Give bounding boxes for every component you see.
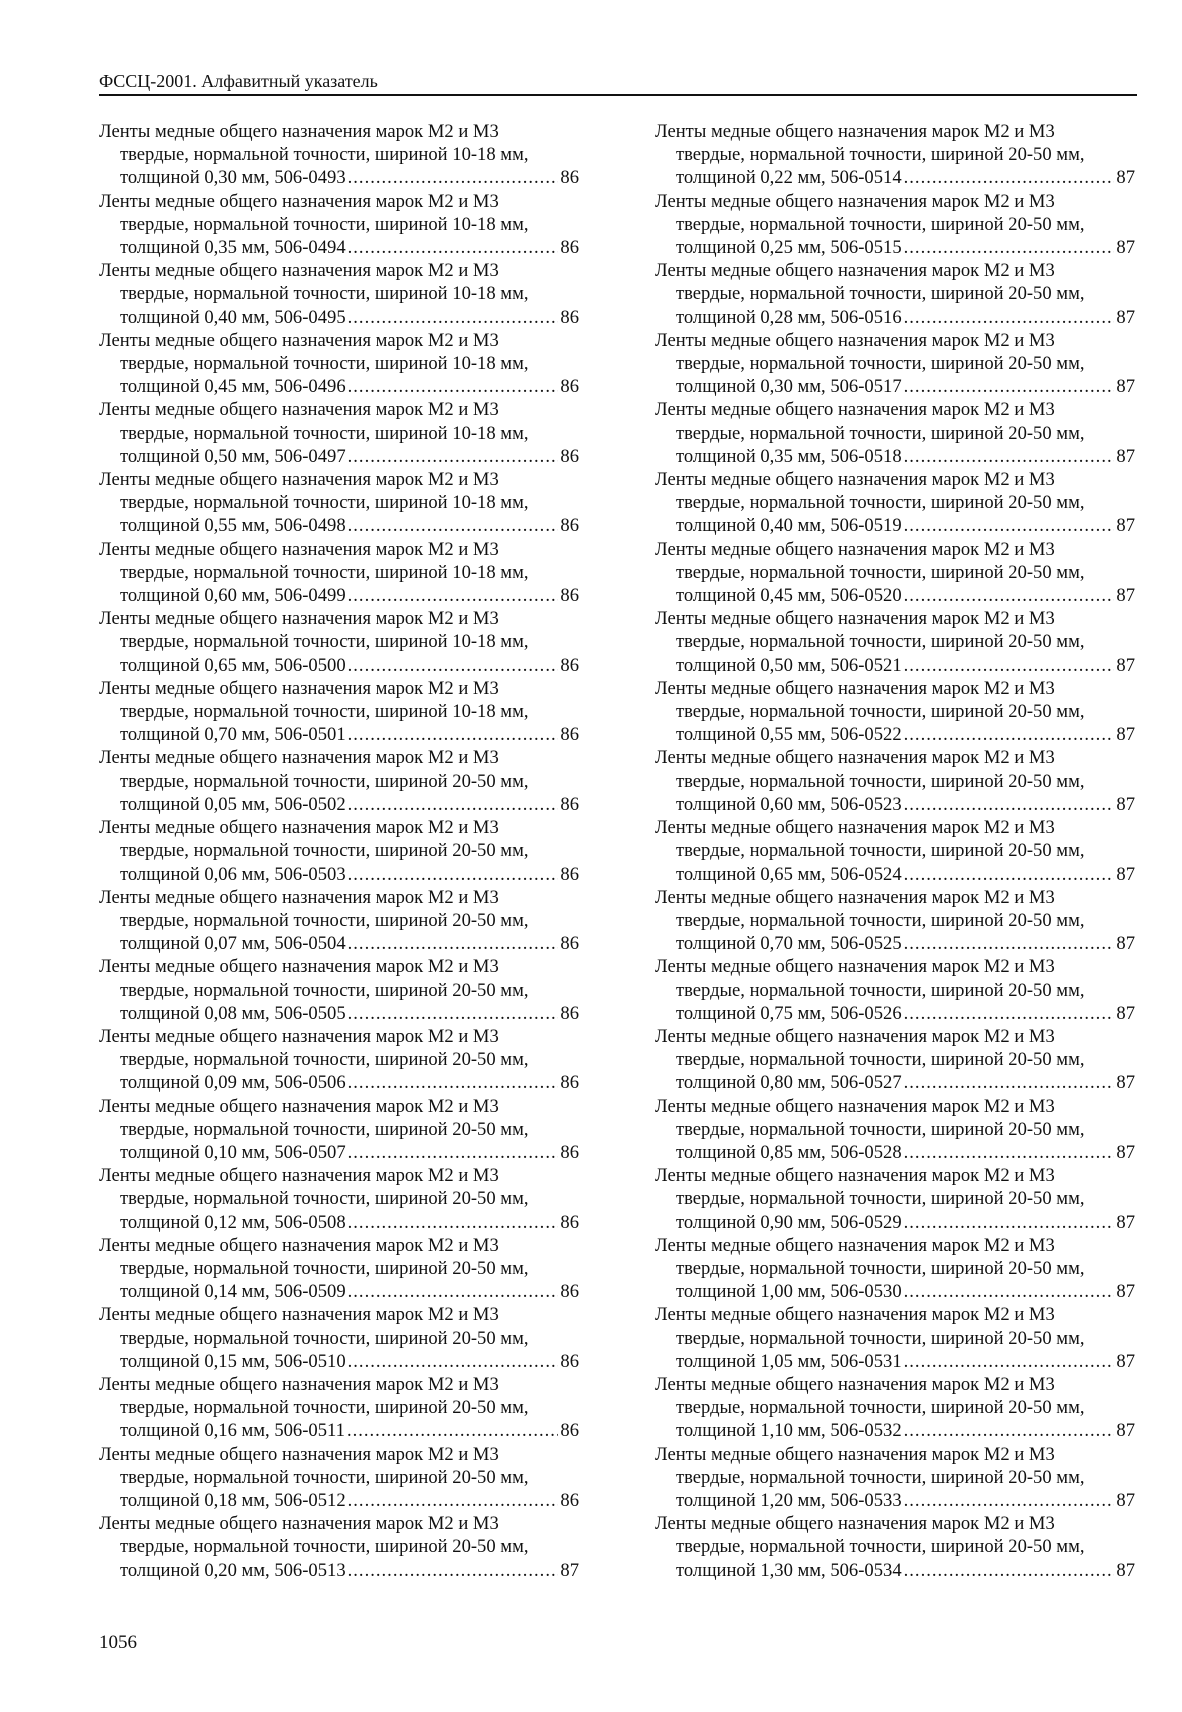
entry-line-1: Ленты медные общего назначения марок М2 и М3	[99, 886, 499, 908]
entry-page-ref: 87	[1116, 376, 1135, 398]
dot-leader	[904, 1002, 1115, 1025]
entry-line-2: твердые, нормальной точности, шириной 20-50 мм,	[676, 979, 1085, 1001]
index-entry	[655, 468, 1135, 538]
entry-code: толщиной 0,30 мм, 506-0493	[120, 167, 346, 189]
entry-line-2: твердые, нормальной точности, шириной 20-50 мм,	[120, 909, 529, 931]
entry-page-ref: 87	[560, 1559, 579, 1581]
entry-line-3	[655, 723, 1135, 746]
index-entry	[99, 955, 579, 1025]
entry-line-2: твердые, нормальной точности, шириной 20-50 мм,	[676, 213, 1085, 235]
entry-page-ref: 86	[560, 1489, 579, 1511]
entry-line-1: Ленты медные общего назначения марок М2 и М3	[99, 956, 499, 978]
entry-line-1: Ленты медные общего назначения марок М2 и М3	[655, 608, 1055, 630]
entry-line-1: Ленты медные общего назначения марок М2 и М3	[655, 399, 1055, 421]
entry-line-1: Ленты медные общего назначения марок М2 и М3	[655, 956, 1055, 978]
entry-line-3	[99, 1002, 579, 1025]
dot-leader	[904, 584, 1115, 607]
entry-line-3	[99, 514, 579, 537]
entry-code: толщиной 1,00 мм, 506-0530	[676, 1281, 902, 1303]
index-entry	[99, 1234, 579, 1304]
entry-code: толщиной 1,10 мм, 506-0532	[676, 1420, 902, 1442]
dot-leader	[904, 375, 1115, 398]
entry-line-2: твердые, нормальной точности, шириной 20-50 мм,	[120, 770, 529, 792]
entry-line-3	[655, 1002, 1135, 1025]
index-entry	[655, 1373, 1135, 1443]
entry-page-ref: 86	[560, 1211, 579, 1233]
entry-line-1: Ленты медные общего назначения марок М2 и М3	[655, 329, 1055, 351]
entry-line-2: твердые, нормальной точности, шириной 20-50 мм,	[120, 979, 529, 1001]
entry-line-3	[655, 514, 1135, 537]
entry-line-3	[99, 654, 579, 677]
dot-leader	[904, 932, 1115, 955]
index-entry	[99, 1512, 579, 1582]
entry-line-2: твердые, нормальной точности, шириной 20-50 мм,	[120, 1188, 529, 1210]
entry-line-2: твердые, нормальной точности, шириной 20-50 мм,	[676, 422, 1085, 444]
entry-page-ref: 86	[560, 585, 579, 607]
entry-line-1: Ленты медные общего назначения марок М2 и М3	[99, 469, 499, 491]
index-entry	[655, 1512, 1135, 1582]
entry-page-ref: 87	[1116, 585, 1135, 607]
index-entry	[99, 259, 579, 329]
entry-line-3	[99, 1350, 579, 1373]
entry-code: толщиной 0,16 мм, 506-0511	[120, 1420, 345, 1442]
entry-line-3	[655, 584, 1135, 607]
entry-line-2: твердые, нормальной точности, шириной 20-50 мм,	[676, 1536, 1085, 1558]
entry-line-3	[655, 445, 1135, 468]
entry-code: толщиной 0,65 мм, 506-0500	[120, 654, 346, 676]
dot-leader	[348, 863, 559, 886]
dot-leader	[348, 445, 559, 468]
dot-leader	[348, 166, 559, 189]
entry-page-ref: 86	[560, 793, 579, 815]
entry-line-3	[99, 1141, 579, 1164]
entry-line-2: твердые, нормальной точности, шириной 20-50 мм,	[120, 1118, 529, 1140]
entry-line-1: Ленты медные общего назначения марок М2 и М3	[99, 747, 499, 769]
entry-code: толщиной 1,05 мм, 506-0531	[676, 1350, 902, 1372]
entry-code: толщиной 1,30 мм, 506-0534	[676, 1559, 902, 1581]
dot-leader	[904, 236, 1115, 259]
dot-leader	[348, 1489, 559, 1512]
index-entry	[99, 1443, 579, 1513]
dot-leader	[904, 654, 1115, 677]
entry-page-ref: 86	[560, 654, 579, 676]
dot-leader	[348, 1350, 559, 1373]
entry-line-3	[99, 793, 579, 816]
index-entry	[99, 677, 579, 747]
dot-leader	[904, 445, 1115, 468]
entry-line-2: твердые, нормальной точности, шириной 10-18 мм,	[120, 144, 529, 166]
entry-line-3	[655, 166, 1135, 189]
entry-line-3	[99, 445, 579, 468]
entry-line-1: Ленты медные общего назначения марок М2 и М3	[99, 817, 499, 839]
entry-code: толщиной 0,25 мм, 506-0515	[676, 237, 902, 259]
index-entry	[99, 746, 579, 816]
entry-line-2: твердые, нормальной точности, шириной 10-18 мм,	[120, 492, 529, 514]
entry-line-1: Ленты медные общего назначения марок М2 и М3	[655, 747, 1055, 769]
entry-line-3	[99, 1419, 579, 1442]
entry-code: толщиной 0,50 мм, 506-0521	[676, 654, 902, 676]
entry-code: толщиной 0,85 мм, 506-0528	[676, 1141, 902, 1163]
entry-page-ref: 87	[1116, 237, 1135, 259]
entry-line-2: твердые, нормальной точности, шириной 20-50 мм,	[676, 353, 1085, 375]
entry-code: толщиной 0,08 мм, 506-0505	[120, 1002, 346, 1024]
dot-leader	[904, 1071, 1115, 1094]
dot-leader	[904, 1419, 1115, 1442]
entry-line-2: твердые, нормальной точности, шириной 20-50 мм,	[120, 1049, 529, 1071]
index-entry	[655, 746, 1135, 816]
entry-line-3	[655, 1141, 1135, 1164]
entry-code: толщиной 0,06 мм, 506-0503	[120, 863, 346, 885]
entry-line-3	[655, 1559, 1135, 1582]
index-entry	[655, 259, 1135, 329]
dot-leader	[348, 1211, 559, 1234]
entry-page-ref: 86	[560, 1281, 579, 1303]
entry-line-1: Ленты медные общего назначения марок М2 и М3	[99, 1025, 499, 1047]
entry-page-ref: 86	[560, 724, 579, 746]
entry-code: толщиной 0,07 мм, 506-0504	[120, 933, 346, 955]
entry-line-1: Ленты медные общего назначения марок М2 и М3	[655, 677, 1055, 699]
entry-line-2: твердые, нормальной точности, шириной 20-50 мм,	[676, 1397, 1085, 1419]
entry-line-1: Ленты медные общего назначения марок М2 и М3	[99, 608, 499, 630]
index-entry	[655, 677, 1135, 747]
entry-line-2: твердые, нормальной точности, шириной 20-50 мм,	[120, 1397, 529, 1419]
entry-page-ref: 87	[1116, 1072, 1135, 1094]
dot-leader	[348, 584, 559, 607]
index-entry	[655, 816, 1135, 886]
dot-leader	[904, 793, 1115, 816]
entry-line-1: Ленты медные общего назначения марок М2 и М3	[99, 1304, 499, 1326]
dot-leader	[904, 1350, 1115, 1373]
index-entry	[655, 120, 1135, 190]
entry-line-2: твердые, нормальной точности, шириной 20-50 мм,	[676, 770, 1085, 792]
page-header	[99, 70, 1137, 96]
entry-page-ref: 87	[1116, 1141, 1135, 1163]
entry-line-3	[655, 375, 1135, 398]
entry-code: толщиной 0,60 мм, 506-0499	[120, 585, 346, 607]
entry-line-2: твердые, нормальной точности, шириной 20-50 мм,	[676, 1118, 1085, 1140]
dot-leader	[348, 514, 559, 537]
entry-page-ref: 87	[1116, 1281, 1135, 1303]
entry-code: толщиной 0,18 мм, 506-0512	[120, 1489, 346, 1511]
entry-line-3	[655, 1071, 1135, 1094]
index-entry	[655, 1025, 1135, 1095]
entry-line-2: твердые, нормальной точности, шириной 20-50 мм,	[676, 909, 1085, 931]
entry-page-ref: 86	[560, 1420, 579, 1442]
entry-line-1: Ленты медные общего назначения марок М2 и М3	[655, 817, 1055, 839]
entry-line-3	[655, 863, 1135, 886]
entry-line-2: твердые, нормальной точности, шириной 10-18 мм,	[120, 631, 529, 653]
dot-leader	[348, 793, 559, 816]
entry-line-1: Ленты медные общего назначения марок М2 и М3	[655, 1513, 1055, 1535]
dot-leader	[904, 1280, 1115, 1303]
dot-leader	[348, 1559, 559, 1582]
entry-page-ref: 86	[560, 445, 579, 467]
page-number: 1056	[99, 1632, 137, 1653]
entry-page-ref: 87	[1116, 515, 1135, 537]
entry-line-3	[99, 1280, 579, 1303]
entry-page-ref: 87	[1116, 724, 1135, 746]
entry-line-2: твердые, нормальной точности, шириной 10-18 мм,	[120, 422, 529, 444]
entry-line-2: твердые, нормальной точности, шириной 20-50 мм,	[676, 701, 1085, 723]
entry-line-3	[655, 1489, 1135, 1512]
index-entry	[99, 190, 579, 260]
entry-line-3	[655, 1280, 1135, 1303]
entry-line-1: Ленты медные общего назначения марок М2 и М3	[655, 1234, 1055, 1256]
entry-code: толщиной 0,35 мм, 506-0518	[676, 445, 902, 467]
dot-leader	[348, 236, 559, 259]
dot-leader	[904, 514, 1115, 537]
entry-line-2: твердые, нормальной точности, шириной 10-18 мм,	[120, 283, 529, 305]
index-entry	[99, 329, 579, 399]
entry-line-2: твердые, нормальной точности, шириной 20-50 мм,	[120, 1257, 529, 1279]
entry-page-ref: 87	[1116, 933, 1135, 955]
index-entry	[655, 190, 1135, 260]
dot-leader	[904, 723, 1115, 746]
entry-line-2: твердые, нормальной точности, шириной 20-50 мм,	[676, 144, 1085, 166]
entry-line-1: Ленты медные общего назначения марок М2 и М3	[99, 538, 499, 560]
entry-line-1: Ленты медные общего назначения марок М2 и М3	[99, 190, 499, 212]
entry-line-3	[655, 1419, 1135, 1442]
entry-code: толщиной 0,45 мм, 506-0496	[120, 376, 346, 398]
index-entry	[655, 329, 1135, 399]
entry-line-3	[655, 654, 1135, 677]
entry-page-ref: 86	[560, 167, 579, 189]
entry-line-3	[99, 584, 579, 607]
entry-line-1: Ленты медные общего назначения марок М2 и М3	[99, 1234, 499, 1256]
entry-line-3	[99, 306, 579, 329]
entry-line-1: Ленты медные общего назначения марок М2 и М3	[655, 1025, 1055, 1047]
dot-leader	[904, 1559, 1115, 1582]
index-entry	[99, 1025, 579, 1095]
dot-leader	[904, 166, 1115, 189]
index-entry	[99, 816, 579, 886]
entry-line-3	[99, 723, 579, 746]
entry-page-ref: 87	[1116, 793, 1135, 815]
entry-page-ref: 86	[560, 237, 579, 259]
entry-line-3	[655, 932, 1135, 955]
index-entry	[99, 1095, 579, 1165]
entry-code: толщиной 0,55 мм, 506-0498	[120, 515, 346, 537]
entry-line-2: твердые, нормальной точности, шириной 20-50 мм,	[676, 631, 1085, 653]
entry-line-3	[99, 1211, 579, 1234]
dot-leader	[348, 932, 559, 955]
entry-line-1: Ленты медные общего назначения марок М2 и М3	[655, 121, 1055, 142]
entry-line-2: твердые, нормальной точности, шириной 20-50 мм,	[120, 1327, 529, 1349]
entry-line-1: Ленты медные общего назначения марок М2 и М3	[99, 1373, 499, 1395]
index-entry	[655, 1234, 1135, 1304]
entry-page-ref: 86	[560, 1002, 579, 1024]
entry-line-2: твердые, нормальной точности, шириной 20-50 мм,	[676, 492, 1085, 514]
index-entry	[655, 1164, 1135, 1234]
index-entry	[655, 1443, 1135, 1513]
entry-line-3	[99, 863, 579, 886]
index-column-right	[655, 120, 1135, 1582]
entry-page-ref: 87	[1116, 445, 1135, 467]
entry-page-ref: 87	[1116, 167, 1135, 189]
entry-code: толщиной 0,14 мм, 506-0509	[120, 1281, 346, 1303]
entry-code: толщиной 0,40 мм, 506-0519	[676, 515, 902, 537]
entry-line-1: Ленты медные общего назначения марок М2 и М3	[655, 260, 1055, 282]
index-entry	[99, 607, 579, 677]
entry-code: толщиной 0,75 мм, 506-0526	[676, 1002, 902, 1024]
entry-page-ref: 86	[560, 863, 579, 885]
dot-leader	[348, 723, 559, 746]
entry-page-ref: 87	[1116, 1211, 1135, 1233]
dot-leader	[904, 1141, 1115, 1164]
entry-code: толщиной 0,28 мм, 506-0516	[676, 306, 902, 328]
entry-code: толщиной 0,40 мм, 506-0495	[120, 306, 346, 328]
entry-line-3	[99, 932, 579, 955]
entry-line-2: твердые, нормальной точности, шириной 20-50 мм,	[676, 1327, 1085, 1349]
entry-line-2: твердые, нормальной точности, шириной 20-50 мм,	[676, 840, 1085, 862]
entry-line-2: твердые, нормальной точности, шириной 20-50 мм,	[676, 1466, 1085, 1488]
entry-line-2: твердые, нормальной точности, шириной 20-50 мм,	[120, 1466, 529, 1488]
entry-line-1: Ленты медные общего назначения марок М2 и М3	[99, 1095, 499, 1117]
entry-line-1: Ленты медные общего назначения марок М2 и М3	[655, 886, 1055, 908]
entry-code: толщиной 0,15 мм, 506-0510	[120, 1350, 346, 1372]
entry-line-2: твердые, нормальной точности, шириной 20-50 мм,	[120, 840, 529, 862]
entry-line-1: Ленты медные общего назначения марок М2 и М3	[99, 121, 499, 142]
entry-line-1: Ленты медные общего назначения марок М2 и М3	[99, 1513, 499, 1535]
index-entry	[655, 955, 1135, 1025]
entry-line-1: Ленты медные общего назначения марок М2 и М3	[99, 1443, 499, 1465]
entry-page-ref: 87	[1116, 863, 1135, 885]
entry-line-1: Ленты медные общего назначения марок М2 и М3	[655, 538, 1055, 560]
entry-code: толщиной 0,10 мм, 506-0507	[120, 1141, 346, 1163]
entry-line-3	[655, 236, 1135, 259]
entry-line-2: твердые, нормальной точности, шириной 10-18 мм,	[120, 701, 529, 723]
entry-code: толщиной 0,70 мм, 506-0525	[676, 933, 902, 955]
entry-line-3	[99, 166, 579, 189]
entry-page-ref: 86	[560, 306, 579, 328]
entry-line-2: твердые, нормальной точности, шириной 20-50 мм,	[676, 1049, 1085, 1071]
entry-page-ref: 86	[560, 376, 579, 398]
entry-code: толщиной 0,45 мм, 506-0520	[676, 585, 902, 607]
entry-line-1: Ленты медные общего назначения марок М2 и М3	[99, 399, 499, 421]
entry-code: толщиной 0,30 мм, 506-0517	[676, 376, 902, 398]
dot-leader	[904, 306, 1115, 329]
dot-leader	[348, 1280, 559, 1303]
entry-code: толщиной 0,05 мм, 506-0502	[120, 793, 346, 815]
entry-code: толщиной 0,50 мм, 506-0497	[120, 445, 346, 467]
index-entry	[99, 1373, 579, 1443]
entry-line-3	[99, 236, 579, 259]
entry-page-ref: 87	[1116, 1350, 1135, 1372]
entry-page-ref: 86	[560, 1141, 579, 1163]
dot-leader	[348, 1002, 559, 1025]
entry-line-2: твердые, нормальной точности, шириной 20-50 мм,	[676, 283, 1085, 305]
dot-leader	[348, 654, 559, 677]
dot-leader	[904, 863, 1115, 886]
index-entry	[655, 538, 1135, 608]
entry-code: толщиной 0,80 мм, 506-0527	[676, 1072, 902, 1094]
page-header-title: ФССЦ-2001. Алфавитный указатель	[99, 71, 378, 91]
entry-line-2: твердые, нормальной точности, шириной 20-50 мм,	[120, 1536, 529, 1558]
entry-page-ref: 86	[560, 1350, 579, 1372]
index-entry	[99, 468, 579, 538]
entry-page-ref: 86	[560, 933, 579, 955]
entry-code: толщиной 0,12 мм, 506-0508	[120, 1211, 346, 1233]
entry-line-1: Ленты медные общего назначения марок М2 и М3	[655, 1443, 1055, 1465]
entry-line-1: Ленты медные общего назначения марок М2 и М3	[655, 1095, 1055, 1117]
index-entry	[99, 120, 579, 190]
dot-leader	[348, 1071, 559, 1094]
index-entry	[655, 1095, 1135, 1165]
entry-line-3	[655, 793, 1135, 816]
entry-code: толщиной 0,60 мм, 506-0523	[676, 793, 902, 815]
index-entry	[655, 1303, 1135, 1373]
entry-line-3	[655, 1350, 1135, 1373]
entry-code: толщиной 0,20 мм, 506-0513	[120, 1559, 346, 1581]
index-entry	[655, 607, 1135, 677]
entry-line-2: твердые, нормальной точности, шириной 20-50 мм,	[676, 561, 1085, 583]
entry-line-1: Ленты медные общего назначения марок М2 и М3	[99, 1165, 499, 1187]
index-entry	[99, 886, 579, 956]
entry-page-ref: 87	[1116, 1559, 1135, 1581]
index-entry	[99, 1303, 579, 1373]
dot-leader	[348, 375, 559, 398]
entry-page-ref: 87	[1116, 1489, 1135, 1511]
entry-line-2: твердые, нормальной точности, шириной 10-18 мм,	[120, 561, 529, 583]
entry-line-3	[99, 1071, 579, 1094]
entry-line-1: Ленты медные общего назначения марок М2 и М3	[655, 1304, 1055, 1326]
entry-line-1: Ленты медные общего назначения марок М2 и М3	[655, 469, 1055, 491]
entry-line-3	[655, 306, 1135, 329]
dot-leader	[904, 1211, 1115, 1234]
entry-line-1: Ленты медные общего назначения марок М2 и М3	[99, 677, 499, 699]
entry-line-2: твердые, нормальной точности, шириной 20-50 мм,	[676, 1257, 1085, 1279]
index-entry	[99, 1164, 579, 1234]
entry-line-1: Ленты медные общего назначения марок М2 и М3	[99, 260, 499, 282]
entry-line-1: Ленты медные общего назначения марок М2 и М3	[655, 190, 1055, 212]
index-column-left	[99, 120, 579, 1582]
entry-page-ref: 86	[560, 515, 579, 537]
entry-line-3	[99, 375, 579, 398]
entry-line-1: Ленты медные общего назначения марок М2 и М3	[655, 1165, 1055, 1187]
entry-line-2: твердые, нормальной точности, шириной 10-18 мм,	[120, 213, 529, 235]
index-entry	[655, 398, 1135, 468]
entry-page-ref: 87	[1116, 1420, 1135, 1442]
dot-leader	[348, 1141, 559, 1164]
entry-line-1: Ленты медные общего назначения марок М2 и М3	[655, 1373, 1055, 1395]
entry-code: толщиной 0,55 мм, 506-0522	[676, 724, 902, 746]
entry-line-2: твердые, нормальной точности, шириной 20-50 мм,	[676, 1188, 1085, 1210]
entry-line-2: твердые, нормальной точности, шириной 10-18 мм,	[120, 353, 529, 375]
index-entry	[655, 886, 1135, 956]
entry-page-ref: 87	[1116, 306, 1135, 328]
entry-code: толщиной 0,65 мм, 506-0524	[676, 863, 902, 885]
entry-line-3	[99, 1559, 579, 1582]
index-entry	[99, 398, 579, 468]
entry-page-ref: 87	[1116, 1002, 1135, 1024]
dot-leader	[347, 1419, 558, 1442]
dot-leader	[348, 306, 559, 329]
index-entry	[99, 538, 579, 608]
entry-code: толщиной 0,35 мм, 506-0494	[120, 237, 346, 259]
entry-code: толщиной 0,22 мм, 506-0514	[676, 167, 902, 189]
entry-page-ref: 86	[560, 1072, 579, 1094]
entry-page-ref: 87	[1116, 654, 1135, 676]
entry-line-3	[99, 1489, 579, 1512]
entry-code: толщиной 0,90 мм, 506-0529	[676, 1211, 902, 1233]
entry-line-3	[655, 1211, 1135, 1234]
entry-code: толщиной 0,09 мм, 506-0506	[120, 1072, 346, 1094]
dot-leader	[904, 1489, 1115, 1512]
entry-code: толщиной 1,20 мм, 506-0533	[676, 1489, 902, 1511]
entry-line-1: Ленты медные общего назначения марок М2 и М3	[99, 329, 499, 351]
entry-code: толщиной 0,70 мм, 506-0501	[120, 724, 346, 746]
